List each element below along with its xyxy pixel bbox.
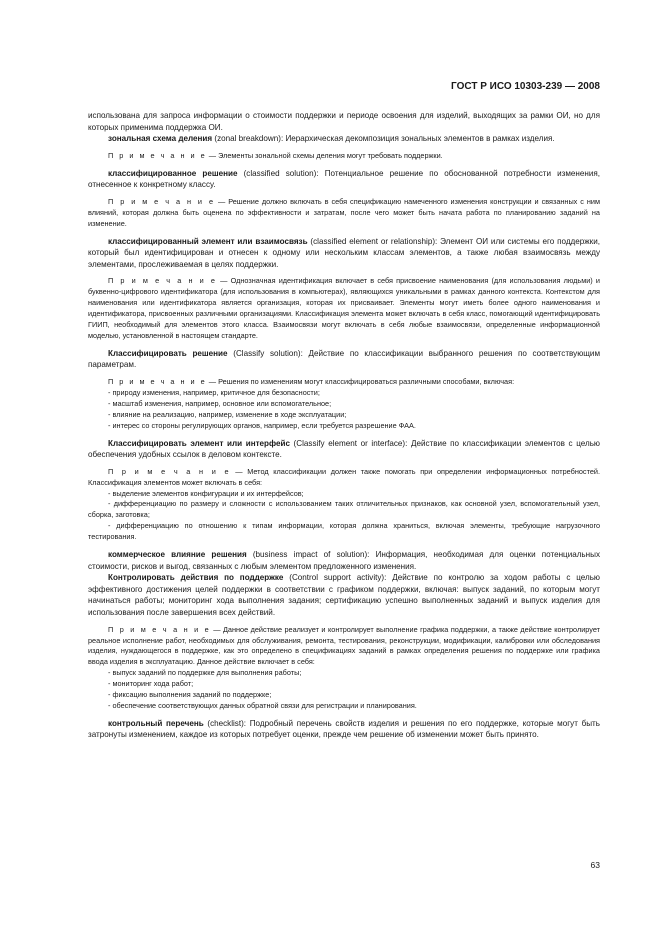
list-item: - обеспечение соответствующих данных обратной связи для регистрации и планирования. bbox=[108, 700, 417, 710]
term-classify-element bbox=[88, 438, 600, 461]
list-item: - выделение элементов конфигурации и их интерфейсов; bbox=[108, 488, 304, 498]
note-text: — Однозначная идентификация включает в себя присвоение наименования (для использования людьми) и буквенно-цифрового идентификатора (для использования в компьютерах), являющихся уникальными в рамках данного контекста. Контекстом для наименования или идентификатора является организация, которая их присваивает. Элементы могут иметь более одного наименования и идентификатора, присвоенных различными организациями. Классификация элемента может включать в себя класс, помогающий идентифицировать ГИИП, необходимый для элементов этого класса. Взаимосвязи могут включать в себя любые взаимосвязи, определенные информационной моделью, установленной в настоящем стандарте. bbox=[88, 276, 600, 340]
list-item: - выпуск заданий по поддержке для выполнения работы; bbox=[108, 668, 302, 678]
note-control-support-activity bbox=[88, 625, 600, 712]
list-item: - дифференциацию по размеру и сложности с использованием таких отличительных признаков, как основной узел, вспомогательный узел, сборка, заготовка; bbox=[88, 499, 600, 520]
standard-header: ГОСТ Р ИСО 10303-239 — 2008 bbox=[451, 81, 600, 92]
note-zonal-breakdown bbox=[88, 151, 600, 162]
term-control-support-activity bbox=[88, 572, 600, 618]
term-classified-element bbox=[88, 236, 600, 271]
term-definition: (classified solution): Потенциальное решение по обоснованной потребности изменения, отнесенное к конкретному классу. bbox=[88, 168, 600, 190]
term-zonal-breakdown bbox=[88, 133, 600, 145]
term-title: классифицированный элемент или взаимосвязь bbox=[108, 236, 308, 246]
note-text: — Метод классификации должен также помогать при определении информационных потребностей. Классификация элементов может включать в себя: bbox=[88, 466, 600, 487]
term-title: коммерческое влияние решения bbox=[108, 550, 247, 560]
term-title: Классифицировать решение bbox=[108, 348, 228, 358]
term-title: классифицированное решение bbox=[108, 168, 238, 178]
term-definition: (zonal breakdown): Иерархическая декомпозиция зональных элементов в рамках изделия. bbox=[212, 134, 555, 144]
list-item: - масштаб изменения, например, основное или вспомогательное; bbox=[108, 398, 332, 408]
note-label: П р и м е ч а н и е bbox=[108, 377, 207, 386]
note-label: П р и м е ч а н и е bbox=[108, 466, 231, 476]
term-classified-solution bbox=[88, 168, 600, 191]
note-classify-element bbox=[88, 467, 600, 543]
note-label: П р и м е ч а н и е bbox=[108, 196, 216, 206]
note-text: — Элементы зональной схемы деления могут требовать поддержки. bbox=[206, 150, 443, 160]
term-definition: (classified element or relationship): Элемент ОИ или системы его поддержки, который был идентифицирован и отнесен к одному или нескольким классам элементов, а также любая взаимосвязь между элементами, прослеживаемая в целях поддержки. bbox=[88, 236, 600, 269]
term-definition: (Classify solution): Действие по классификации выбранного решения по соответствующим параметрам. bbox=[88, 348, 601, 370]
note-text: — Решения по изменениям могут классифицироваться различными способами, включая: bbox=[206, 377, 515, 386]
note-classified-solution bbox=[88, 197, 600, 230]
term-title: Классифицировать элемент или интерфейс bbox=[108, 438, 290, 448]
term-business-impact bbox=[88, 549, 600, 572]
note-intro bbox=[88, 625, 600, 669]
term-checklist bbox=[88, 718, 600, 741]
term-title: контрольный перечень bbox=[108, 718, 204, 728]
term-definition: (Classify element or interface): Действие по классификации элементов с целью обеспечения удобных ссылок в деловом контексте. bbox=[88, 438, 600, 460]
note-label: П р и м е ч а н и е bbox=[108, 276, 217, 286]
list-item: - мониторинг хода работ; bbox=[108, 679, 194, 689]
note-text: — Решение должно включать в себя спецификацию намеченного изменения конструкции и связанных с ним влияний, которая должна быть оценена по эффективности и затратам, после чего может быть начата работа по планированию заданий на изменение. bbox=[88, 196, 600, 228]
paragraph-continuation: использована для запроса информации о стоимости поддержки и периоде освоения для изделий, выходящих за рамки ОИ, но для которых применима поддержка ОИ. bbox=[88, 111, 600, 132]
note-classified-element bbox=[88, 276, 600, 341]
note-label: П р и м е ч а н и е bbox=[108, 624, 211, 634]
list-item: - интерес со стороны регулирующих органов, например, если требуется разрешение ФАА. bbox=[108, 420, 416, 430]
page-number: 63 bbox=[590, 860, 600, 870]
term-definition: (business impact of solution): Информация, необходимая для оценки потенциальных стоимости, рисков и выгод, связанных с любым элементом предложенного изменения. bbox=[88, 550, 600, 571]
note-intro bbox=[88, 467, 600, 489]
note-text: — Данное действие реализует и контролирует выполнение графика поддержки, а также действие контролирует реальное исполнение работ, необходимых для обслуживания, ремонта, тестирования, реконструкции, модификации, калибровки или обследования изделия, нуждающегося в поддержке, как это определено в спецификациях заданий в рамках определения решения по поддержке или графика ввода изделия в эксплуатацию. Данное действие включает в себя: bbox=[88, 624, 600, 667]
term-classify-solution bbox=[88, 348, 600, 371]
list-item: - дифференциацию по отношению к типам информации, которая должна храниться, включая элементы, требующие нагрузочного тестирования. bbox=[88, 521, 600, 542]
list-item: - фиксацию выполнения заданий по поддержке; bbox=[108, 690, 272, 700]
term-definition: (checklist): Подробный перечень свойств изделия и решения по его поддержке, которые могут быть затронуты изменением, каждое из которых потребует оценки, прежде чем решение об изменении может быть принято. bbox=[88, 718, 600, 740]
term-title: зональная схема деления bbox=[108, 134, 213, 144]
term-title: Контролировать действия по поддержке bbox=[108, 573, 284, 583]
list-item: - природу изменения, например, критичное для безопасности; bbox=[108, 387, 320, 397]
note-intro bbox=[88, 377, 600, 388]
page-body bbox=[88, 110, 600, 741]
term-definition: (Control support activity): Действие по контролю за ходом работы с целью эффективного достижения целей поддержки в соответствии с графиком поддержки, включая: выпуск заданий, по которым могут начинаться работы; мониторинг хода выполнения задания; сертификацию успешно выполненных заданий и выпуск изделия для использования после завершения всех действий. bbox=[88, 573, 600, 618]
note-classify-solution bbox=[88, 377, 600, 432]
note-label: П р и м е ч а н и е bbox=[108, 150, 207, 160]
list-item: - влияние на реализацию, например, изменение в ходе эксплуатации; bbox=[108, 409, 347, 419]
